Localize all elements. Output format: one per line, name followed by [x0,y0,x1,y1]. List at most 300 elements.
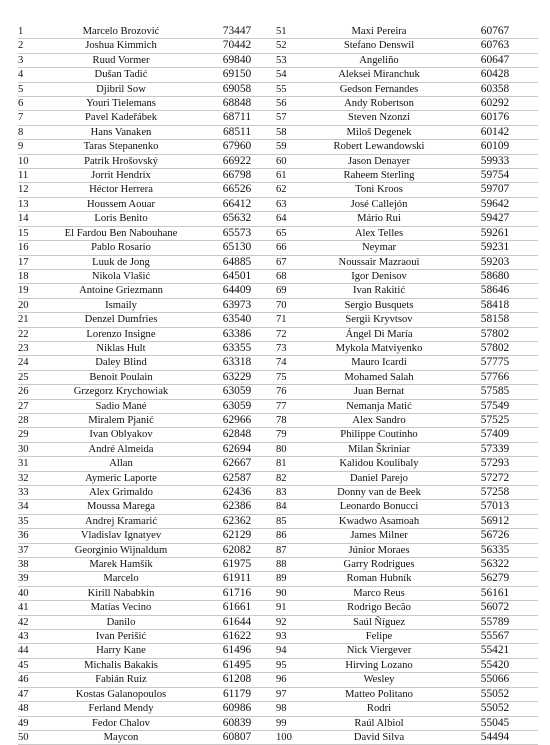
right-player-name-cell: Angeliño [306,53,452,67]
left-score-cell: 62966 [198,413,276,427]
right-rank-cell: 94 [276,644,306,658]
table-row [18,673,538,687]
table-row [18,197,538,211]
right-score-cell: 60176 [452,111,538,125]
right-score-cell: 56912 [452,514,538,528]
left-rank-cell: 6 [18,97,44,111]
right-player-name-cell: James Milner [306,529,452,543]
right-score-cell: 57525 [452,413,538,427]
left-score-cell: 63059 [198,399,276,413]
left-player-name-cell: Hans Vanaken [44,125,198,139]
right-rank-cell: 84 [276,500,306,514]
left-score-cell: 61716 [198,586,276,600]
left-rank-cell: 27 [18,399,44,413]
table-row [18,687,538,701]
left-player-name-cell: Lorenzo Insigne [44,327,198,341]
left-score-cell: 60986 [198,702,276,716]
left-player-name-cell: Allan [44,457,198,471]
left-rank-cell: 37 [18,543,44,557]
left-rank-cell: 26 [18,385,44,399]
table-row [18,500,538,514]
table-row [18,572,538,586]
right-rank-cell: 97 [276,687,306,701]
left-score-cell: 69058 [198,82,276,96]
right-player-name-cell: Mauro Icardi [306,356,452,370]
left-score-cell: 61661 [198,601,276,615]
left-rank-cell: 18 [18,269,44,283]
right-score-cell: 59203 [452,255,538,269]
left-rank-cell: 46 [18,673,44,687]
left-rank-cell: 38 [18,558,44,572]
left-player-name-cell: Dušan Tadić [44,68,198,82]
left-score-cell: 69150 [198,68,276,82]
table-row [18,586,538,600]
right-score-cell: 60428 [452,68,538,82]
left-score-cell: 65573 [198,226,276,240]
left-rank-cell: 34 [18,500,44,514]
right-player-name-cell: Garry Rodrigues [306,558,452,572]
left-score-cell: 60839 [198,716,276,730]
left-player-name-cell: Jorrit Hendrix [44,169,198,183]
left-player-name-cell: Ruud Vormer [44,53,198,67]
right-score-cell: 60763 [452,39,538,53]
left-rank-cell: 19 [18,284,44,298]
left-rank-cell: 45 [18,658,44,672]
right-score-cell: 57409 [452,428,538,442]
right-score-cell: 58158 [452,313,538,327]
left-player-name-cell: Daley Blind [44,356,198,370]
table-row [18,385,538,399]
right-rank-cell: 87 [276,543,306,557]
right-score-cell: 60142 [452,125,538,139]
right-player-name-cell: Ángel Di María [306,327,452,341]
table-row [18,601,538,615]
left-player-name-cell: Héctor Herrera [44,183,198,197]
right-player-name-cell: Kalidou Koulibaly [306,457,452,471]
left-rank-cell: 29 [18,428,44,442]
right-rank-cell: 52 [276,39,306,53]
left-score-cell: 65130 [198,241,276,255]
right-player-name-cell: Miloš Degenek [306,125,452,139]
right-player-name-cell: Sergio Busquets [306,298,452,312]
right-player-name-cell: Donny van de Beek [306,486,452,500]
left-rank-cell: 30 [18,442,44,456]
right-player-name-cell: Daniel Parejo [306,471,452,485]
table-row [18,68,538,82]
table-row [18,327,538,341]
right-rank-cell: 98 [276,702,306,716]
left-rank-cell: 32 [18,471,44,485]
left-player-name-cell: Joshua Kimmich [44,39,198,53]
right-player-name-cell: Steven Nzonzi [306,111,452,125]
right-rank-cell: 60 [276,154,306,168]
right-player-name-cell: Alex Sandro [306,413,452,427]
left-player-name-cell: Pablo Rosario [44,241,198,255]
left-score-cell: 69840 [198,53,276,67]
ranking-sheet [18,25,538,743]
left-rank-cell: 36 [18,529,44,543]
left-player-name-cell: Ivan Oblyakov [44,428,198,442]
left-rank-cell: 11 [18,169,44,183]
table-row [18,154,538,168]
table-row [18,630,538,644]
left-player-name-cell: Ismaily [44,298,198,312]
table-row [18,82,538,96]
right-player-name-cell: Alex Telles [306,226,452,240]
left-player-name-cell: Grzegorz Krychowiak [44,385,198,399]
left-player-name-cell: Andrej Kramarić [44,514,198,528]
right-rank-cell: 93 [276,630,306,644]
right-score-cell: 57258 [452,486,538,500]
right-score-cell: 59642 [452,197,538,211]
left-score-cell: 62129 [198,529,276,543]
right-player-name-cell: Stefano Denswil [306,39,452,53]
right-rank-cell: 83 [276,486,306,500]
left-rank-cell: 39 [18,572,44,586]
right-rank-cell: 91 [276,601,306,615]
right-rank-cell: 63 [276,197,306,211]
table-row [18,529,538,543]
right-player-name-cell: Hirving Lozano [306,658,452,672]
table-row [18,125,538,139]
left-score-cell: 61208 [198,673,276,687]
right-score-cell: 60647 [452,53,538,67]
left-player-name-cell: Georginio Wijnaldum [44,543,198,557]
table-row [18,486,538,500]
right-rank-cell: 88 [276,558,306,572]
left-player-name-cell: Denzel Dumfries [44,313,198,327]
table-row [18,25,538,39]
right-rank-cell: 55 [276,82,306,96]
left-score-cell: 63540 [198,313,276,327]
right-rank-cell: 76 [276,385,306,399]
left-rank-cell: 41 [18,601,44,615]
table-row [18,428,538,442]
left-player-name-cell: Taras Stepanenko [44,140,198,154]
right-score-cell: 54494 [452,730,538,744]
right-score-cell: 56279 [452,572,538,586]
left-player-name-cell: Ivan Perišić [44,630,198,644]
table-row [18,39,538,53]
ranking-table [18,25,538,745]
left-score-cell: 64501 [198,269,276,283]
left-rank-cell: 25 [18,370,44,384]
left-score-cell: 70442 [198,39,276,53]
right-rank-cell: 95 [276,658,306,672]
table-row [18,471,538,485]
left-player-name-cell: Houssem Aouar [44,197,198,211]
left-score-cell: 64885 [198,255,276,269]
left-rank-cell: 40 [18,586,44,600]
left-player-name-cell: Antoine Griezmann [44,284,198,298]
right-rank-cell: 66 [276,241,306,255]
left-score-cell: 64409 [198,284,276,298]
left-player-name-cell: Harry Kane [44,644,198,658]
left-score-cell: 63386 [198,327,276,341]
left-player-name-cell: Youri Tielemans [44,97,198,111]
right-score-cell: 60109 [452,140,538,154]
right-score-cell: 57766 [452,370,538,384]
left-player-name-cell: Ferland Mendy [44,702,198,716]
right-score-cell: 57775 [452,356,538,370]
right-player-name-cell: Juan Bernat [306,385,452,399]
left-player-name-cell: Fedor Chalov [44,716,198,730]
right-rank-cell: 77 [276,399,306,413]
right-player-name-cell: Marco Reus [306,586,452,600]
right-player-name-cell: Noussair Mazraoui [306,255,452,269]
left-score-cell: 62436 [198,486,276,500]
right-score-cell: 59754 [452,169,538,183]
left-score-cell: 62667 [198,457,276,471]
left-rank-cell: 22 [18,327,44,341]
right-rank-cell: 92 [276,615,306,629]
table-row [18,514,538,528]
right-player-name-cell: Matteo Politano [306,687,452,701]
left-player-name-cell: Djibril Sow [44,82,198,96]
left-rank-cell: 47 [18,687,44,701]
left-rank-cell: 13 [18,197,44,211]
left-rank-cell: 16 [18,241,44,255]
right-player-name-cell: Milan Škriniar [306,442,452,456]
left-player-name-cell: Luuk de Jong [44,255,198,269]
left-player-name-cell: Marek Hamšík [44,558,198,572]
left-player-name-cell: Marcelo [44,572,198,586]
left-player-name-cell: Fabián Ruiz [44,673,198,687]
left-score-cell: 63229 [198,370,276,384]
right-rank-cell: 100 [276,730,306,744]
right-player-name-cell: Rodrigo Becão [306,601,452,615]
right-rank-cell: 90 [276,586,306,600]
right-score-cell: 56072 [452,601,538,615]
right-player-name-cell: Kwadwo Asamoah [306,514,452,528]
right-rank-cell: 80 [276,442,306,456]
right-score-cell: 55066 [452,673,538,687]
left-rank-cell: 3 [18,53,44,67]
right-rank-cell: 59 [276,140,306,154]
table-row [18,730,538,744]
right-rank-cell: 71 [276,313,306,327]
left-rank-cell: 23 [18,341,44,355]
table-row [18,313,538,327]
right-score-cell: 56726 [452,529,538,543]
right-score-cell: 60292 [452,97,538,111]
right-rank-cell: 81 [276,457,306,471]
right-score-cell: 55420 [452,658,538,672]
right-score-cell: 55045 [452,716,538,730]
right-score-cell: 58680 [452,269,538,283]
left-score-cell: 68848 [198,97,276,111]
left-score-cell: 61496 [198,644,276,658]
left-score-cell: 63318 [198,356,276,370]
right-player-name-cell: Raheem Sterling [306,169,452,183]
table-row [18,111,538,125]
left-score-cell: 68711 [198,111,276,125]
table-row [18,658,538,672]
table-row [18,558,538,572]
right-rank-cell: 86 [276,529,306,543]
left-score-cell: 62587 [198,471,276,485]
left-player-name-cell: André Almeida [44,442,198,456]
right-rank-cell: 56 [276,97,306,111]
right-player-name-cell: Robert Lewandowski [306,140,452,154]
left-score-cell: 61911 [198,572,276,586]
left-rank-cell: 28 [18,413,44,427]
left-player-name-cell: Vladislav Ignatyev [44,529,198,543]
right-player-name-cell: Gedson Fernandes [306,82,452,96]
right-rank-cell: 99 [276,716,306,730]
table-row [18,644,538,658]
table-row [18,716,538,730]
right-rank-cell: 73 [276,341,306,355]
left-score-cell: 65632 [198,212,276,226]
right-rank-cell: 68 [276,269,306,283]
table-row [18,241,538,255]
right-score-cell: 59261 [452,226,538,240]
right-score-cell: 57802 [452,327,538,341]
table-row [18,341,538,355]
right-player-name-cell: Mykola Matviyenko [306,341,452,355]
left-rank-cell: 43 [18,630,44,644]
left-player-name-cell: Kostas Galanopoulos [44,687,198,701]
right-rank-cell: 85 [276,514,306,528]
left-rank-cell: 4 [18,68,44,82]
left-rank-cell: 17 [18,255,44,269]
right-player-name-cell: Felipe [306,630,452,644]
left-score-cell: 61975 [198,558,276,572]
left-score-cell: 62362 [198,514,276,528]
right-score-cell: 56322 [452,558,538,572]
left-player-name-cell: Benoit Poulain [44,370,198,384]
table-row [18,140,538,154]
left-rank-cell: 21 [18,313,44,327]
left-score-cell: 66412 [198,197,276,211]
right-rank-cell: 70 [276,298,306,312]
right-rank-cell: 74 [276,356,306,370]
table-row [18,212,538,226]
right-rank-cell: 79 [276,428,306,442]
left-score-cell: 66798 [198,169,276,183]
left-rank-cell: 9 [18,140,44,154]
right-score-cell: 55421 [452,644,538,658]
right-score-cell: 56161 [452,586,538,600]
right-player-name-cell: Nick Viergever [306,644,452,658]
left-player-name-cell: Patrik Hrošovský [44,154,198,168]
right-player-name-cell: Maxi Pereira [306,25,452,39]
left-player-name-cell: Kirill Nababkin [44,586,198,600]
right-player-name-cell: Jason Denayer [306,154,452,168]
left-score-cell: 61495 [198,658,276,672]
left-rank-cell: 14 [18,212,44,226]
table-row [18,284,538,298]
right-rank-cell: 64 [276,212,306,226]
table-row [18,53,538,67]
right-player-name-cell: Mário Rui [306,212,452,226]
left-player-name-cell: Sadio Mané [44,399,198,413]
table-row [18,226,538,240]
right-score-cell: 57339 [452,442,538,456]
left-player-name-cell: Loris Benito [44,212,198,226]
left-rank-cell: 12 [18,183,44,197]
ranking-rows [18,25,538,745]
right-rank-cell: 72 [276,327,306,341]
left-score-cell: 68511 [198,125,276,139]
right-score-cell: 60767 [452,25,538,39]
right-player-name-cell: Saúl Ñíguez [306,615,452,629]
right-score-cell: 57293 [452,457,538,471]
left-score-cell: 66526 [198,183,276,197]
right-player-name-cell: Wesley [306,673,452,687]
table-row [18,543,538,557]
right-score-cell: 55789 [452,615,538,629]
right-player-name-cell: Mohamed Salah [306,370,452,384]
left-rank-cell: 10 [18,154,44,168]
table-row [18,356,538,370]
table-row [18,370,538,384]
left-score-cell: 63355 [198,341,276,355]
right-rank-cell: 54 [276,68,306,82]
right-player-name-cell: Raúl Albiol [306,716,452,730]
right-player-name-cell: Roman Hubník [306,572,452,586]
right-player-name-cell: José Callejón [306,197,452,211]
left-player-name-cell: Alex Grimaldo [44,486,198,500]
left-rank-cell: 48 [18,702,44,716]
left-rank-cell: 42 [18,615,44,629]
right-score-cell: 58418 [452,298,538,312]
right-rank-cell: 57 [276,111,306,125]
right-score-cell: 59231 [452,241,538,255]
left-player-name-cell: Niklas Hult [44,341,198,355]
right-rank-cell: 78 [276,413,306,427]
left-player-name-cell: Matías Vecino [44,601,198,615]
left-rank-cell: 50 [18,730,44,744]
left-player-name-cell: El Fardou Ben Nabouhane [44,226,198,240]
right-player-name-cell: David Silva [306,730,452,744]
left-score-cell: 67960 [198,140,276,154]
left-score-cell: 62848 [198,428,276,442]
right-score-cell: 55052 [452,687,538,701]
table-row [18,97,538,111]
right-rank-cell: 51 [276,25,306,39]
left-score-cell: 62386 [198,500,276,514]
right-score-cell: 57802 [452,341,538,355]
right-rank-cell: 82 [276,471,306,485]
right-player-name-cell: Toni Kroos [306,183,452,197]
left-player-name-cell: Michalis Bakakis [44,658,198,672]
table-row [18,457,538,471]
table-row [18,169,538,183]
right-player-name-cell: Nemanja Matić [306,399,452,413]
left-rank-cell: 20 [18,298,44,312]
left-score-cell: 63059 [198,385,276,399]
right-rank-cell: 65 [276,226,306,240]
right-score-cell: 58646 [452,284,538,298]
table-row [18,399,538,413]
left-rank-cell: 1 [18,25,44,39]
right-score-cell: 57585 [452,385,538,399]
right-score-cell: 60358 [452,82,538,96]
left-score-cell: 62082 [198,543,276,557]
left-rank-cell: 8 [18,125,44,139]
left-player-name-cell: Danilo [44,615,198,629]
right-rank-cell: 75 [276,370,306,384]
left-player-name-cell: Moussa Marega [44,500,198,514]
left-score-cell: 73447 [198,25,276,39]
right-player-name-cell: Andy Robertson [306,97,452,111]
right-score-cell: 59707 [452,183,538,197]
right-rank-cell: 89 [276,572,306,586]
left-player-name-cell: Pavel Kadeřábek [44,111,198,125]
right-score-cell: 57549 [452,399,538,413]
